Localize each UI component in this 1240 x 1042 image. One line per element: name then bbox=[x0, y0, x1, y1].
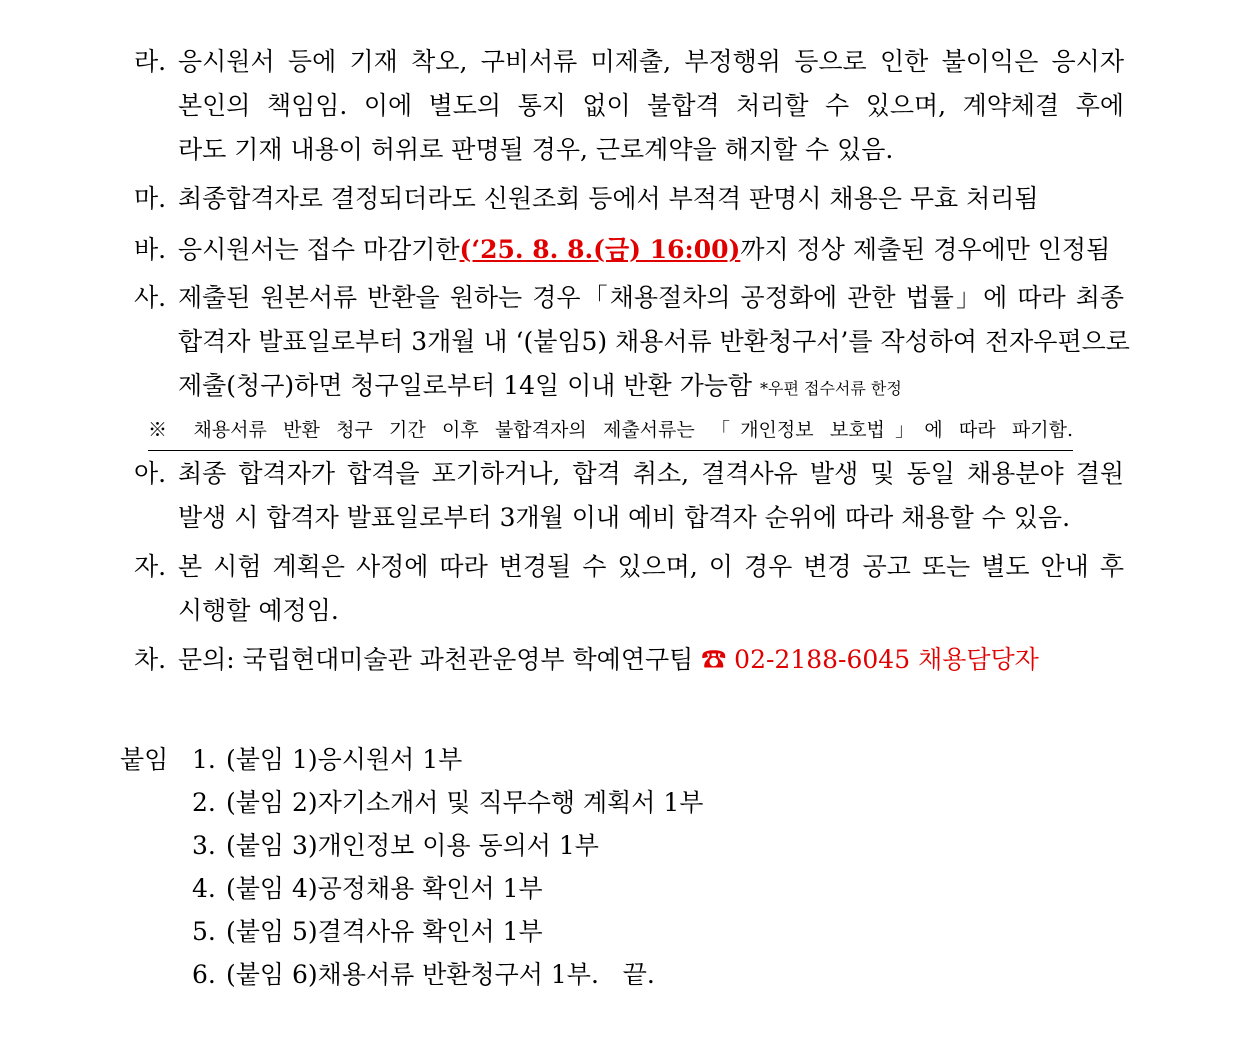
attachment-number: 3. bbox=[192, 831, 216, 860]
item-ra bbox=[134, 40, 1124, 172]
item-marker: 자. bbox=[134, 552, 167, 581]
attachment-item bbox=[192, 824, 599, 868]
item-line: 발생 시 합격자 발표일로부터 3개월 이내 예비 합격자 순위에 따라 채용할 수 있음. bbox=[178, 503, 1071, 532]
return-text: 제출(청구)하면 청구일로부터 14일 이내 반환 가능함 bbox=[178, 371, 753, 400]
attachment-text: (붙임 2)자기소개서 및 직무수행 계획서 1부 bbox=[226, 788, 704, 817]
item-line bbox=[178, 638, 1124, 682]
item-line: 시행할 예정임. bbox=[178, 596, 339, 625]
attachment-item bbox=[192, 738, 462, 782]
item-line: 본인의 책임임. 이에 별도의 통지 없이 불합격 처리할 수 있으며, 계약체결 후에 bbox=[178, 91, 1124, 120]
disposal-note: ※ 채용서류 반환 청구 기간 이후 불합격자의 제출서류는 「개인정보 보호법」에 따라 파기함. bbox=[148, 410, 1073, 451]
deadline-before: 응시원서는 접수 마감기한 bbox=[178, 235, 460, 264]
item-line: 본 시험 계획은 사정에 따라 변경될 수 있으며, 이 경우 변경 공고 또는 별도 안내 후 bbox=[178, 552, 1124, 581]
attachment-item bbox=[192, 910, 543, 954]
attachment-number: 6. bbox=[192, 960, 216, 989]
item-line: 응시원서 등에 기재 착오, 구비서류 미제출, 부정행위 등으로 인한 불이익은 응시자 bbox=[178, 47, 1124, 76]
attachment-item bbox=[192, 781, 703, 825]
item-cha bbox=[134, 638, 1124, 682]
item-line: 라도 기재 내용이 허위로 판명될 경우, 근로계약을 해지할 수 있음. bbox=[178, 135, 894, 164]
item-line: 제출된 원본서류 반환을 원하는 경우「채용절차의 공정화에 관한 법률」에 따라 최종 bbox=[178, 283, 1124, 312]
item-marker: 차. bbox=[134, 645, 167, 674]
item-line: 합격자 발표일로부터 3개월 내 ‘(붙임5) 채용서류 반환청구서’를 작성하여 전자우편으로 bbox=[178, 327, 1130, 356]
attachment-number: 2. bbox=[192, 788, 216, 817]
item-line: 최종합격자로 결정되더라도 신원조회 등에서 부적격 판명시 채용은 무효 처리됨 bbox=[178, 184, 1039, 213]
item-sa bbox=[134, 276, 1130, 411]
mail-note: *우편 접수서류 한정 bbox=[760, 379, 902, 398]
inquiry-text: 문의: 국립현대미술관 과천관운영부 학예연구팀 bbox=[178, 645, 694, 674]
item-ma bbox=[134, 177, 1124, 221]
attachment-number: 5. bbox=[192, 917, 216, 946]
item-ja bbox=[134, 545, 1124, 633]
attachment-text: (붙임 4)공정채용 확인서 1부 bbox=[226, 874, 543, 903]
attachment-item bbox=[192, 953, 655, 997]
attachment-text: (붙임 5)결격사유 확인서 1부 bbox=[226, 917, 543, 946]
attachment-item bbox=[192, 867, 543, 911]
item-marker: 마. bbox=[134, 184, 167, 213]
attachments-label: 붙임 bbox=[120, 745, 169, 774]
item-line: 최종 합격자가 합격을 포기하거나, 합격 취소, 결격사유 발생 및 동일 채용분야 결원 bbox=[178, 459, 1124, 488]
item-ba bbox=[134, 228, 1124, 272]
item-marker: 바. bbox=[134, 235, 167, 264]
item-line bbox=[178, 228, 1124, 272]
deadline-date: (‘25. 8. 8.(금) 16:00) bbox=[459, 235, 741, 264]
attachment-number: 1. bbox=[192, 745, 216, 774]
attachment-text: (붙임 3)개인정보 이용 동의서 1부 bbox=[226, 831, 599, 860]
item-marker: 라. bbox=[134, 47, 167, 76]
attachment-text: (붙임 1)응시원서 1부 bbox=[226, 745, 463, 774]
item-marker: 아. bbox=[134, 459, 167, 488]
item-a bbox=[134, 452, 1124, 540]
deadline-after: 까지 정상 제출된 경우에만 인정됨 bbox=[740, 235, 1111, 264]
attachment-text: (붙임 6)채용서류 반환청구서 1부. 끝. bbox=[226, 960, 655, 989]
attachment-number: 4. bbox=[192, 874, 216, 903]
contact-phone: ☎ 02-2188-6045 채용담당자 bbox=[701, 645, 1039, 674]
item-line bbox=[178, 364, 1124, 411]
item-marker: 사. bbox=[134, 283, 167, 312]
